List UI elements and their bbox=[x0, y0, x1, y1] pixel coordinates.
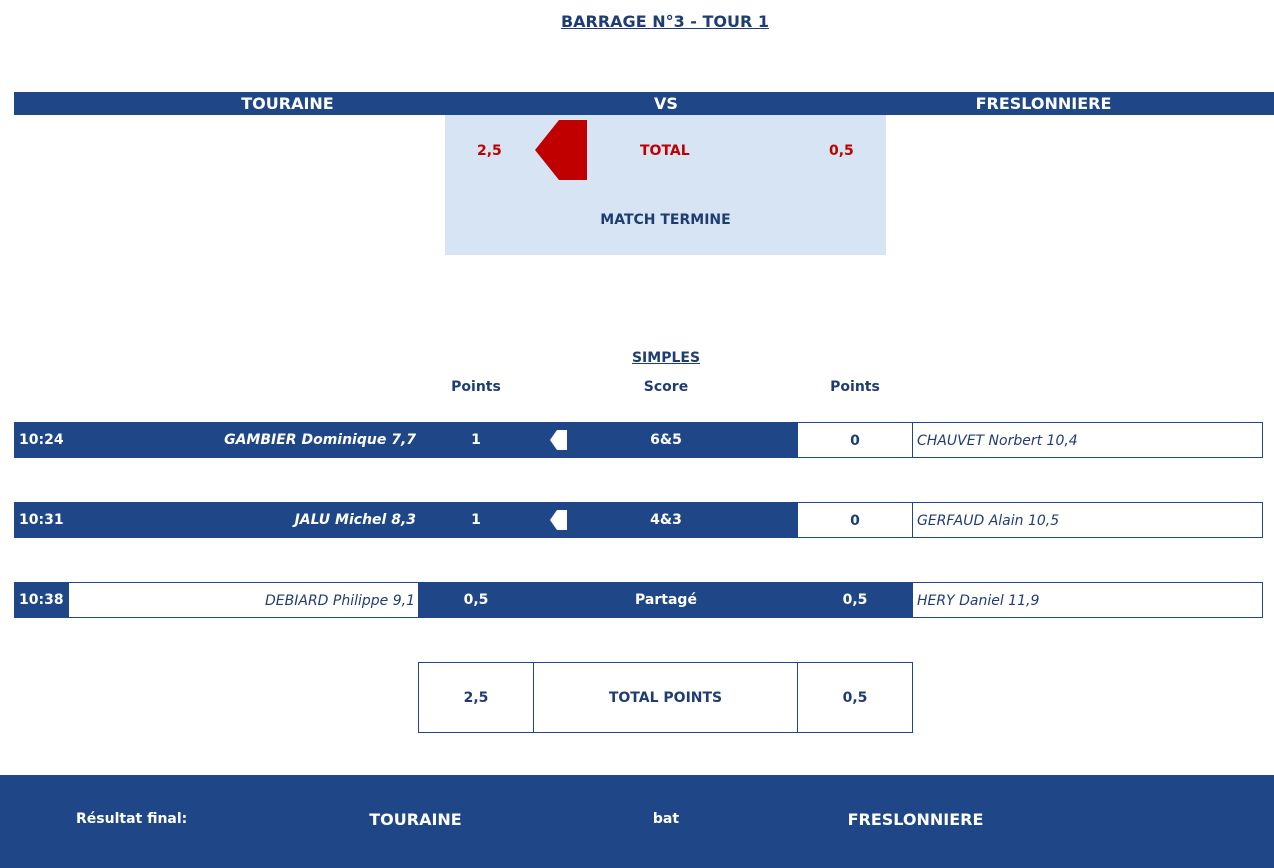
teams-header-bar bbox=[14, 92, 1274, 115]
match-status: MATCH TERMINE bbox=[600, 212, 731, 228]
player-left: DEBIARD Philippe 9,1 bbox=[68, 582, 419, 618]
player-right: CHAUVET Norbert 10,4 bbox=[912, 422, 1263, 458]
team-left-name: TOURAINE bbox=[241, 94, 334, 113]
points-right: 0 bbox=[797, 422, 913, 458]
totals-row bbox=[418, 662, 913, 733]
col-score: Score bbox=[643, 379, 689, 395]
match-row bbox=[14, 422, 1263, 458]
points-left: 1 bbox=[471, 432, 481, 448]
winner-flag-icon bbox=[535, 120, 587, 180]
final-result-bar bbox=[0, 775, 1274, 868]
match-row bbox=[14, 502, 1263, 538]
match-time: 10:24 bbox=[19, 432, 64, 448]
page-title: BARRAGE N°3 - TOUR 1 bbox=[560, 12, 770, 31]
col-points-left: Points bbox=[451, 379, 501, 395]
final-loser: FRESLONNIERE bbox=[847, 810, 984, 829]
points-right: 0,5 bbox=[842, 592, 868, 608]
match-score: Partagé bbox=[635, 592, 697, 608]
col-points-right: Points bbox=[830, 379, 880, 395]
section-title: SIMPLES bbox=[631, 350, 701, 366]
match-score: 6&5 bbox=[650, 432, 682, 448]
final-verb: bat bbox=[652, 811, 680, 827]
vs-label: VS bbox=[654, 94, 678, 113]
totals-left: 2,5 bbox=[418, 662, 534, 733]
final-winner: TOURAINE bbox=[369, 810, 462, 829]
total-label: TOTAL bbox=[640, 143, 690, 159]
match-score: 4&3 bbox=[650, 512, 682, 528]
player-left: GAMBIER Dominique 7,7 bbox=[224, 432, 416, 448]
points-left: 0,5 bbox=[463, 592, 489, 608]
match-time: 10:38 bbox=[14, 582, 69, 618]
winner-flag-icon bbox=[550, 430, 567, 450]
team-right-name: FRESLONNIERE bbox=[975, 94, 1112, 113]
points-right: 0 bbox=[797, 502, 913, 538]
match-time: 10:31 bbox=[19, 512, 64, 528]
points-left: 1 bbox=[471, 512, 481, 528]
total-left-score: 2,5 bbox=[477, 143, 502, 159]
winner-flag-icon bbox=[550, 510, 567, 530]
totals-label: TOTAL POINTS bbox=[533, 662, 798, 733]
match-row bbox=[14, 582, 1263, 618]
totals-right: 0,5 bbox=[797, 662, 913, 733]
player-left: JALU Michel 8,3 bbox=[294, 512, 416, 528]
total-right-score: 0,5 bbox=[829, 143, 854, 159]
final-result-label: Résultat final: bbox=[76, 811, 188, 827]
player-right: GERFAUD Alain 10,5 bbox=[912, 502, 1263, 538]
total-score-box bbox=[445, 115, 886, 255]
player-right: HERY Daniel 11,9 bbox=[912, 582, 1263, 618]
